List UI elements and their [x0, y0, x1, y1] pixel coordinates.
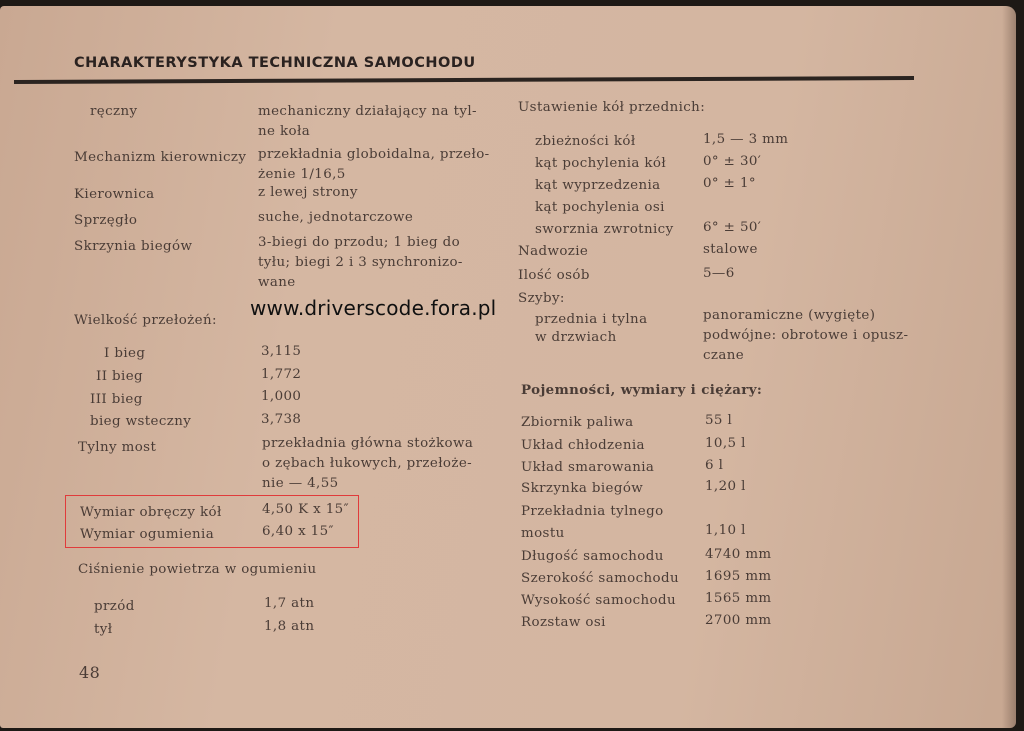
spec-key: Nadwozie [518, 244, 589, 259]
spec-key: Ustawienie kół przednich: [518, 100, 706, 115]
spec-value: 4,50 K x 15″ [262, 502, 349, 517]
spec-key: Układ chłodzenia [521, 438, 645, 453]
manual-page [0, 6, 1016, 728]
spec-value: mechaniczny działający na tyl- [258, 104, 477, 119]
page-spine-shadow [1002, 6, 1016, 728]
spec-key: ręczny [90, 104, 138, 119]
spec-key: mostu [521, 526, 565, 541]
spec-key: Układ smarowania [521, 460, 655, 475]
spec-value: suche, jednotarczowe [258, 210, 414, 225]
spec-key: Szerokość samochodu [521, 571, 680, 586]
spec-value: czane [703, 348, 745, 363]
spec-key: Rozstaw osi [521, 615, 606, 630]
spec-value: tyłu; biegi 2 i 3 synchronizo- [258, 255, 463, 270]
spec-value: 6 l [705, 458, 724, 473]
heading-rule [14, 76, 914, 84]
spec-key: kąt pochylenia kół [535, 156, 667, 171]
spec-key: Szyby: [518, 291, 565, 306]
spec-key: sworznia zwrotnicy [535, 222, 674, 237]
spec-value: podwójne: obrotowe i opusz- [703, 328, 909, 343]
highlight-box [65, 495, 359, 548]
spec-key: w drzwiach [535, 330, 617, 345]
spec-key: Wymiar obręczy kół [80, 505, 222, 520]
spec-value: 4740 mm [705, 547, 772, 562]
spec-value: z lewej strony [258, 185, 358, 200]
spec-value: 1,10 l [705, 523, 746, 538]
spec-value: 1565 mm [705, 591, 772, 606]
spec-key: kąt wyprzedzenia [535, 178, 661, 193]
page-heading: CHARAKTERYSTYKA TECHNICZNA SAMOCHODU [74, 55, 476, 71]
spec-key: Tylny most [78, 440, 157, 455]
spec-value: 3,738 [261, 412, 302, 427]
spec-value: ne koła [258, 124, 311, 139]
spec-value: 1695 mm [705, 569, 772, 584]
page-number: 48 [79, 663, 101, 682]
spec-key: tył [94, 622, 113, 637]
spec-value: przekładnia główna stożkowa [262, 436, 474, 451]
spec-value: 6,40 x 15″ [262, 524, 334, 539]
spec-key: zbieżności kół [535, 134, 636, 149]
spec-key: Zbiornik paliwa [521, 415, 634, 430]
watermark-url: www.driverscode.fora.pl [250, 296, 497, 320]
spec-key: Ilość osób [518, 268, 590, 283]
section-heading: Pojemności, wymiary i ciężary: [521, 382, 763, 398]
spec-key: Skrzynka biegów [521, 481, 644, 496]
spec-key: Sprzęgło [74, 213, 138, 228]
spec-key: II bieg [96, 369, 143, 384]
spec-value: panoramiczne (wygięte) [703, 308, 876, 323]
spec-value: żenie 1/16,5 [258, 167, 346, 182]
spec-key: Ciśnienie powietrza w ogumieniu [78, 562, 317, 577]
spec-value: 5—6 [703, 266, 735, 281]
spec-value: przekładnia globoidalna, przeło- [258, 147, 490, 162]
spec-key: I bieg [104, 346, 146, 361]
spec-value: 6° ± 50′ [703, 220, 762, 235]
spec-value: 10,5 l [705, 436, 746, 451]
spec-value: 1,7 atn [264, 596, 315, 611]
spec-value: 1,772 [261, 367, 302, 382]
spec-key: bieg wsteczny [90, 414, 192, 429]
spec-value: 55 l [705, 413, 733, 428]
spec-key: Kierownica [74, 187, 155, 202]
spec-key: przód [94, 599, 135, 614]
spec-value: nie — 4,55 [262, 476, 339, 491]
spec-value: 0° ± 30′ [703, 154, 762, 169]
spec-key: przednia i tylna [535, 312, 648, 327]
spec-value: 1,20 l [705, 479, 746, 494]
spec-value: 1,000 [261, 389, 302, 404]
spec-value: 1,8 atn [264, 619, 315, 634]
spec-key: Wysokość samochodu [521, 593, 676, 608]
spec-value: 3-biegi do przodu; 1 bieg do [258, 235, 461, 250]
spec-value: wane [258, 275, 296, 290]
spec-key: III bieg [90, 392, 143, 407]
spec-value: o zębach łukowych, przełoże- [262, 456, 473, 471]
spec-key: kąt pochylenia osi [535, 200, 665, 215]
spec-value: 1,5 — 3 mm [703, 132, 789, 147]
spec-value: 0° ± 1° [703, 176, 756, 191]
spec-key: Mechanizm kierowniczy [74, 150, 247, 165]
spec-key: Przekładnia tylnego [521, 504, 664, 519]
spec-value: 2700 mm [705, 613, 772, 628]
spec-key: Wielkość przełożeń: [74, 313, 217, 328]
spec-key: Długość samochodu [521, 549, 664, 564]
spec-key: Skrzynia biegów [74, 239, 193, 254]
spec-value: stalowe [703, 242, 758, 257]
spec-value: 3,115 [261, 344, 302, 359]
spec-key: Wymiar ogumienia [80, 527, 215, 542]
